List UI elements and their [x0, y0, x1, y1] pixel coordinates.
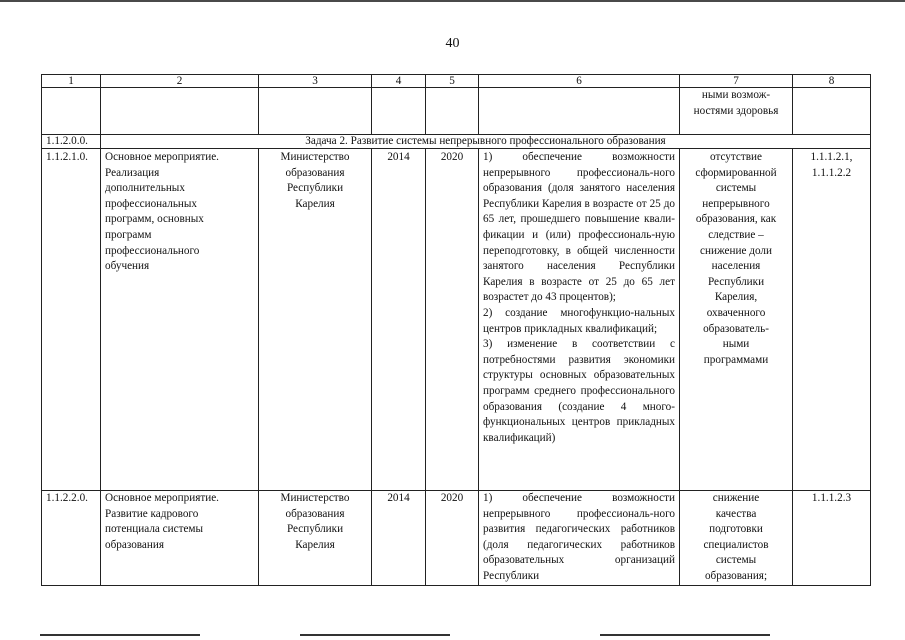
- measure-name-cell: [101, 149, 259, 491]
- end-year: 2020: [426, 491, 479, 586]
- text-line: ностями здоровья: [693, 104, 779, 117]
- start-year: 2014: [372, 149, 426, 491]
- column-number: 7: [680, 75, 793, 88]
- start-year: 2014: [372, 491, 426, 586]
- text-line: образования: [105, 538, 165, 551]
- text-line: отсутствие: [710, 151, 762, 163]
- text-line: системы: [715, 182, 757, 195]
- scan-edge-top: [0, 0, 905, 2]
- table-cell: [372, 88, 426, 135]
- table-cell: [793, 88, 871, 135]
- results-cell: [479, 149, 680, 491]
- text-line: 1.1.1.2.1,: [810, 151, 853, 163]
- text-line: Республики: [707, 275, 765, 288]
- scan-mark: [600, 634, 770, 636]
- text-line: 1.1.1.2.3: [811, 492, 852, 504]
- text-line: образования;: [704, 569, 768, 582]
- text-line: ными: [722, 338, 750, 351]
- continuation-consequences-cell: [680, 88, 793, 135]
- column-number: 5: [426, 75, 479, 88]
- text-line: обучения: [105, 260, 150, 273]
- text-line: образования, как: [695, 213, 777, 226]
- text-line: образования: [285, 507, 345, 520]
- table-row: [42, 491, 871, 586]
- text-line: ными возмож-: [701, 89, 771, 101]
- task-title: Задача 2. Развитие системы непрерывного профессионального образования: [101, 135, 871, 149]
- text-line: Министерство: [280, 492, 350, 504]
- text-line: следствие –: [708, 228, 764, 241]
- text-line: Республики: [286, 523, 344, 536]
- text-line: подготовки: [709, 523, 763, 536]
- links-cell: [793, 149, 871, 491]
- text-line: Карелия,: [714, 291, 758, 304]
- results-cell: [479, 491, 680, 586]
- text-line: программ: [105, 228, 152, 241]
- result-item: 3) изменение в соответствии с потребностями развития экономики структуры основных образовательных программ среднего профессионального образования (создание 4 много-функциональных центров прикладных квалификаций): [483, 338, 675, 444]
- text-line: специалистов: [703, 538, 769, 551]
- column-number: 4: [372, 75, 426, 88]
- result-item: 2) создание многофункцио-нальных центров прикладных квалификаций;: [483, 306, 675, 335]
- task-row: [42, 135, 871, 149]
- text-line: непрерывного: [702, 197, 770, 210]
- column-number: 2: [101, 75, 259, 88]
- column-number: 6: [479, 75, 680, 88]
- text-line: населения: [711, 260, 761, 273]
- text-line: снижение доли: [700, 244, 772, 257]
- column-number: 8: [793, 75, 871, 88]
- column-number: 1: [42, 75, 101, 88]
- text-line: Карелия: [295, 538, 335, 551]
- measure-code: 1.1.2.2.0.: [42, 491, 101, 586]
- result-item: 1) обеспечение возможности непрерывного профессиональ-ного образования (доля занятого населения Республики Карелия в возрасте от 25 до 65 лет, прошедшего повышение квали-фикации и (или) профессиональ-ную переподготовку, в общей численности занятого населения Республики Карелия в возрасте от 25 до 65 лет возрастет до 43 процентов);: [483, 151, 675, 304]
- table-cell: [479, 88, 680, 135]
- text-line: потенциала системы: [105, 523, 204, 536]
- result-item: 1) обеспечение возможности непрерывного профессиональ-ного развития педагогических работников (доля педагогических работников образовательных организаций Республики: [483, 492, 675, 582]
- text-line: качества: [715, 507, 757, 520]
- scan-mark: [300, 634, 450, 636]
- consequences-cell: [680, 149, 793, 491]
- measure-name-cell: [101, 491, 259, 586]
- text-line: Развитие кадрового: [105, 507, 199, 520]
- text-line: Карелия: [295, 197, 335, 210]
- text-line: Основное мероприятие.: [105, 492, 219, 504]
- text-line: профессионального: [105, 244, 200, 257]
- table-row: [42, 149, 871, 491]
- links-cell: [793, 491, 871, 586]
- text-line: сформированной: [695, 166, 777, 179]
- text-line: Основное мероприятие.: [105, 151, 219, 163]
- table-cell: [426, 88, 479, 135]
- end-year: 2020: [426, 149, 479, 491]
- scan-edge-bottom: [0, 634, 905, 636]
- executor-cell: [259, 149, 372, 491]
- column-number: 3: [259, 75, 372, 88]
- consequences-cell: [680, 491, 793, 586]
- text-line: 1.1.1.2.2: [811, 166, 852, 179]
- continuation-row: [42, 88, 871, 135]
- program-measures-table: [41, 74, 871, 586]
- text-line: снижение: [712, 492, 760, 504]
- text-line: образователь-: [703, 322, 769, 335]
- text-line: охваченного: [706, 306, 766, 319]
- column-number-row: [42, 75, 871, 88]
- text-line: программ, основных: [105, 213, 204, 226]
- text-line: дополнительных: [105, 182, 185, 195]
- text-line: программами: [703, 353, 769, 366]
- table-cell: [259, 88, 372, 135]
- executor-cell: [259, 491, 372, 586]
- text-line: профессиональных: [105, 197, 198, 210]
- text-line: Республики: [286, 182, 344, 195]
- scan-mark: [40, 634, 200, 636]
- table-cell: [42, 88, 101, 135]
- text-line: образования: [285, 166, 345, 179]
- measure-code: 1.1.2.1.0.: [42, 149, 101, 491]
- text-line: Министерство: [280, 151, 350, 163]
- text-line: системы: [715, 554, 757, 567]
- page-number: 40: [445, 36, 460, 51]
- task-code: 1.1.2.0.0.: [42, 135, 101, 149]
- table-cell: [101, 88, 259, 135]
- text-line: Реализация: [105, 166, 160, 179]
